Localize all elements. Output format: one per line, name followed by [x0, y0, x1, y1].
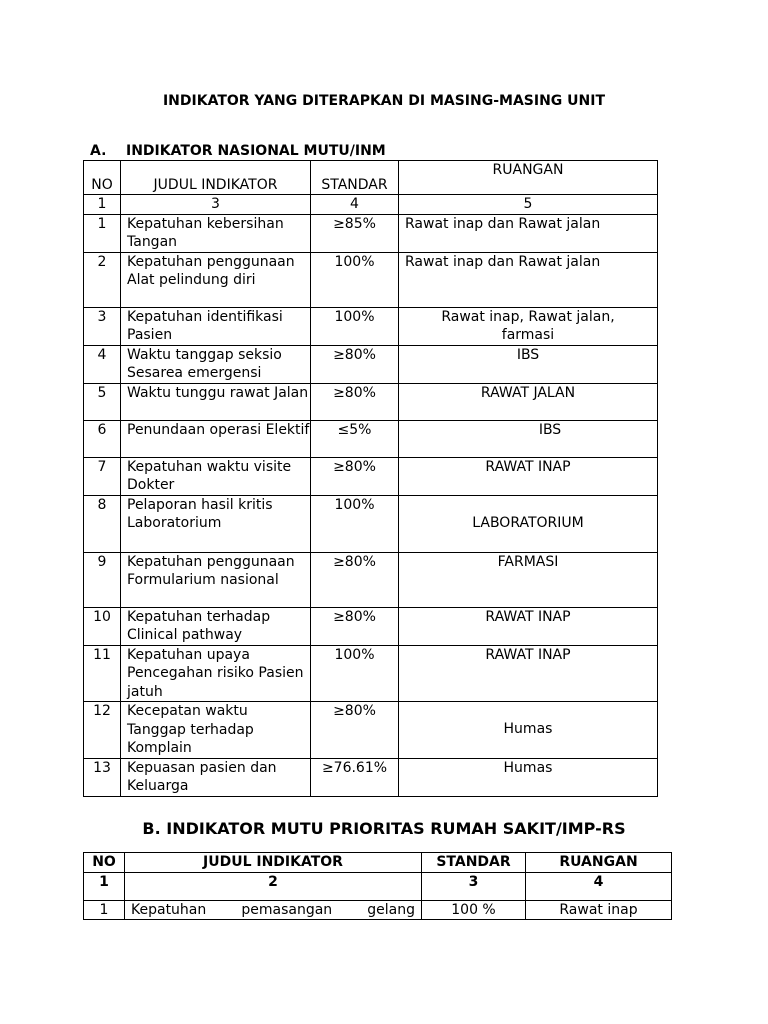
- row-judul: Waktu tanggap seksio Sesarea emergensi: [121, 345, 311, 383]
- column-number-row: [84, 195, 658, 215]
- row-judul: Penundaan operasi Elektif: [121, 420, 311, 457]
- row-judul: Kepuasan pasien dan Keluarga: [121, 758, 311, 796]
- row-standar: ≥80%: [311, 552, 399, 607]
- row-standar: 100%: [311, 645, 399, 702]
- row-ruangan: Humas: [399, 758, 658, 796]
- row-standar: ≥80%: [311, 702, 399, 759]
- row-ruangan: Rawat inap dan Rawat jalan: [399, 252, 658, 307]
- header-standar: STANDAR: [422, 853, 526, 873]
- row-standar: ≥85%: [311, 214, 399, 252]
- row-judul: Waktu tunggu rawat Jalan: [121, 383, 311, 420]
- section-b-heading: B. INDIKATOR MUTU PRIORITAS RUMAH SAKIT/IMP-RS: [142, 819, 626, 838]
- colnum-cell: 5: [399, 195, 658, 215]
- row-ruangan: IBS: [399, 420, 658, 457]
- row-no: 1: [84, 214, 121, 252]
- header-no: NO: [84, 853, 125, 873]
- row-standar: ≥80%: [311, 345, 399, 383]
- table-header-row: [84, 853, 672, 873]
- row-no: 1: [84, 900, 125, 920]
- row-standar: 100 %: [422, 900, 526, 920]
- page-title: INDIKATOR YANG DITERAPKAN DI MASING-MASING UNIT: [162, 93, 606, 109]
- inm-table: [83, 160, 658, 797]
- row-no: 2: [84, 252, 121, 307]
- row-judul: Kepatuhan terhadap Clinical pathway: [121, 607, 311, 645]
- row-judul: Kepatuhan kebersihan Tangan: [121, 214, 311, 252]
- row-standar: 100%: [311, 495, 399, 552]
- colnum-cell: 3: [121, 195, 311, 215]
- row-ruangan: RAWAT INAP: [399, 645, 658, 702]
- row-no: 12: [84, 702, 121, 759]
- row-ruangan: FARMASI: [399, 552, 658, 607]
- row-judul: Kepatuhan penggunaan Formularium nasional: [121, 552, 311, 607]
- row-no: 9: [84, 552, 121, 607]
- colnum-cell: 4: [526, 872, 672, 900]
- colnum-cell: 1: [84, 872, 125, 900]
- row-no: 10: [84, 607, 121, 645]
- row-judul: Kepatuhan waktu visite Dokter: [121, 457, 311, 495]
- row-no: 11: [84, 645, 121, 702]
- table-row: [84, 307, 658, 345]
- table-row: [84, 758, 658, 796]
- section-a-title: INDIKATOR NASIONAL MUTU/INM: [126, 143, 386, 159]
- row-standar: ≥80%: [311, 607, 399, 645]
- row-judul: Pelaporan hasil kritis Laboratorium: [121, 495, 311, 552]
- row-no: 13: [84, 758, 121, 796]
- table-row: [84, 495, 658, 552]
- table-row: [84, 702, 658, 759]
- table-row: [84, 457, 658, 495]
- row-no: 6: [84, 420, 121, 457]
- row-ruangan: Humas: [399, 702, 658, 759]
- colnum-cell: 4: [311, 195, 399, 215]
- table-row: [84, 383, 658, 420]
- header-judul: JUDUL INDIKATOR: [121, 161, 311, 195]
- row-judul: Kepatuhan pemasangan gelang: [125, 900, 422, 920]
- colnum-cell: 2: [125, 872, 422, 900]
- row-ruangan: RAWAT INAP: [399, 457, 658, 495]
- section-a-letter: A.: [90, 143, 107, 159]
- row-standar: ≥76.61%: [311, 758, 399, 796]
- column-number-row: [84, 872, 672, 900]
- row-standar: 100%: [311, 252, 399, 307]
- row-judul: Kepatuhan penggunaan Alat pelindung diri: [121, 252, 311, 307]
- colnum-cell: 1: [84, 195, 121, 215]
- row-judul: Kecepatan waktu Tanggap terhadap Komplain: [121, 702, 311, 759]
- table-row: [84, 607, 658, 645]
- row-no: 4: [84, 345, 121, 383]
- row-no: 7: [84, 457, 121, 495]
- row-ruangan: RAWAT INAP: [399, 607, 658, 645]
- row-ruangan: Rawat inap dan Rawat jalan: [399, 214, 658, 252]
- table-header-row: [84, 161, 658, 195]
- table-row: [84, 252, 658, 307]
- table-row: [84, 420, 658, 457]
- row-judul: Kepatuhan upaya Pencegahan risiko Pasien jatuh: [121, 645, 311, 702]
- row-ruangan: Rawat inap: [526, 900, 672, 920]
- header-no: NO: [84, 161, 121, 195]
- row-no: 5: [84, 383, 121, 420]
- table-row: [84, 345, 658, 383]
- row-standar: ≥80%: [311, 457, 399, 495]
- row-standar: ≥80%: [311, 383, 399, 420]
- row-ruangan: Rawat inap, Rawat jalan, farmasi: [399, 307, 658, 345]
- row-judul: Kepatuhan identifikasi Pasien: [121, 307, 311, 345]
- header-ruangan: RUANGAN: [526, 853, 672, 873]
- row-no: 3: [84, 307, 121, 345]
- section-a-heading: [90, 143, 386, 159]
- row-ruangan: LABORATORIUM: [399, 495, 658, 552]
- row-standar: ≤5%: [311, 420, 399, 457]
- header-ruangan: RUANGAN: [399, 161, 658, 195]
- header-judul: JUDUL INDIKATOR: [125, 853, 422, 873]
- table-row: [84, 214, 658, 252]
- imp-rs-table: [83, 852, 672, 920]
- table-row: [84, 552, 658, 607]
- row-no: 8: [84, 495, 121, 552]
- row-ruangan: IBS: [399, 345, 658, 383]
- row-standar: 100%: [311, 307, 399, 345]
- table-row: [84, 645, 658, 702]
- header-standar: STANDAR: [311, 161, 399, 195]
- colnum-cell: 3: [422, 872, 526, 900]
- row-ruangan: RAWAT JALAN: [399, 383, 658, 420]
- table-row: [84, 900, 672, 920]
